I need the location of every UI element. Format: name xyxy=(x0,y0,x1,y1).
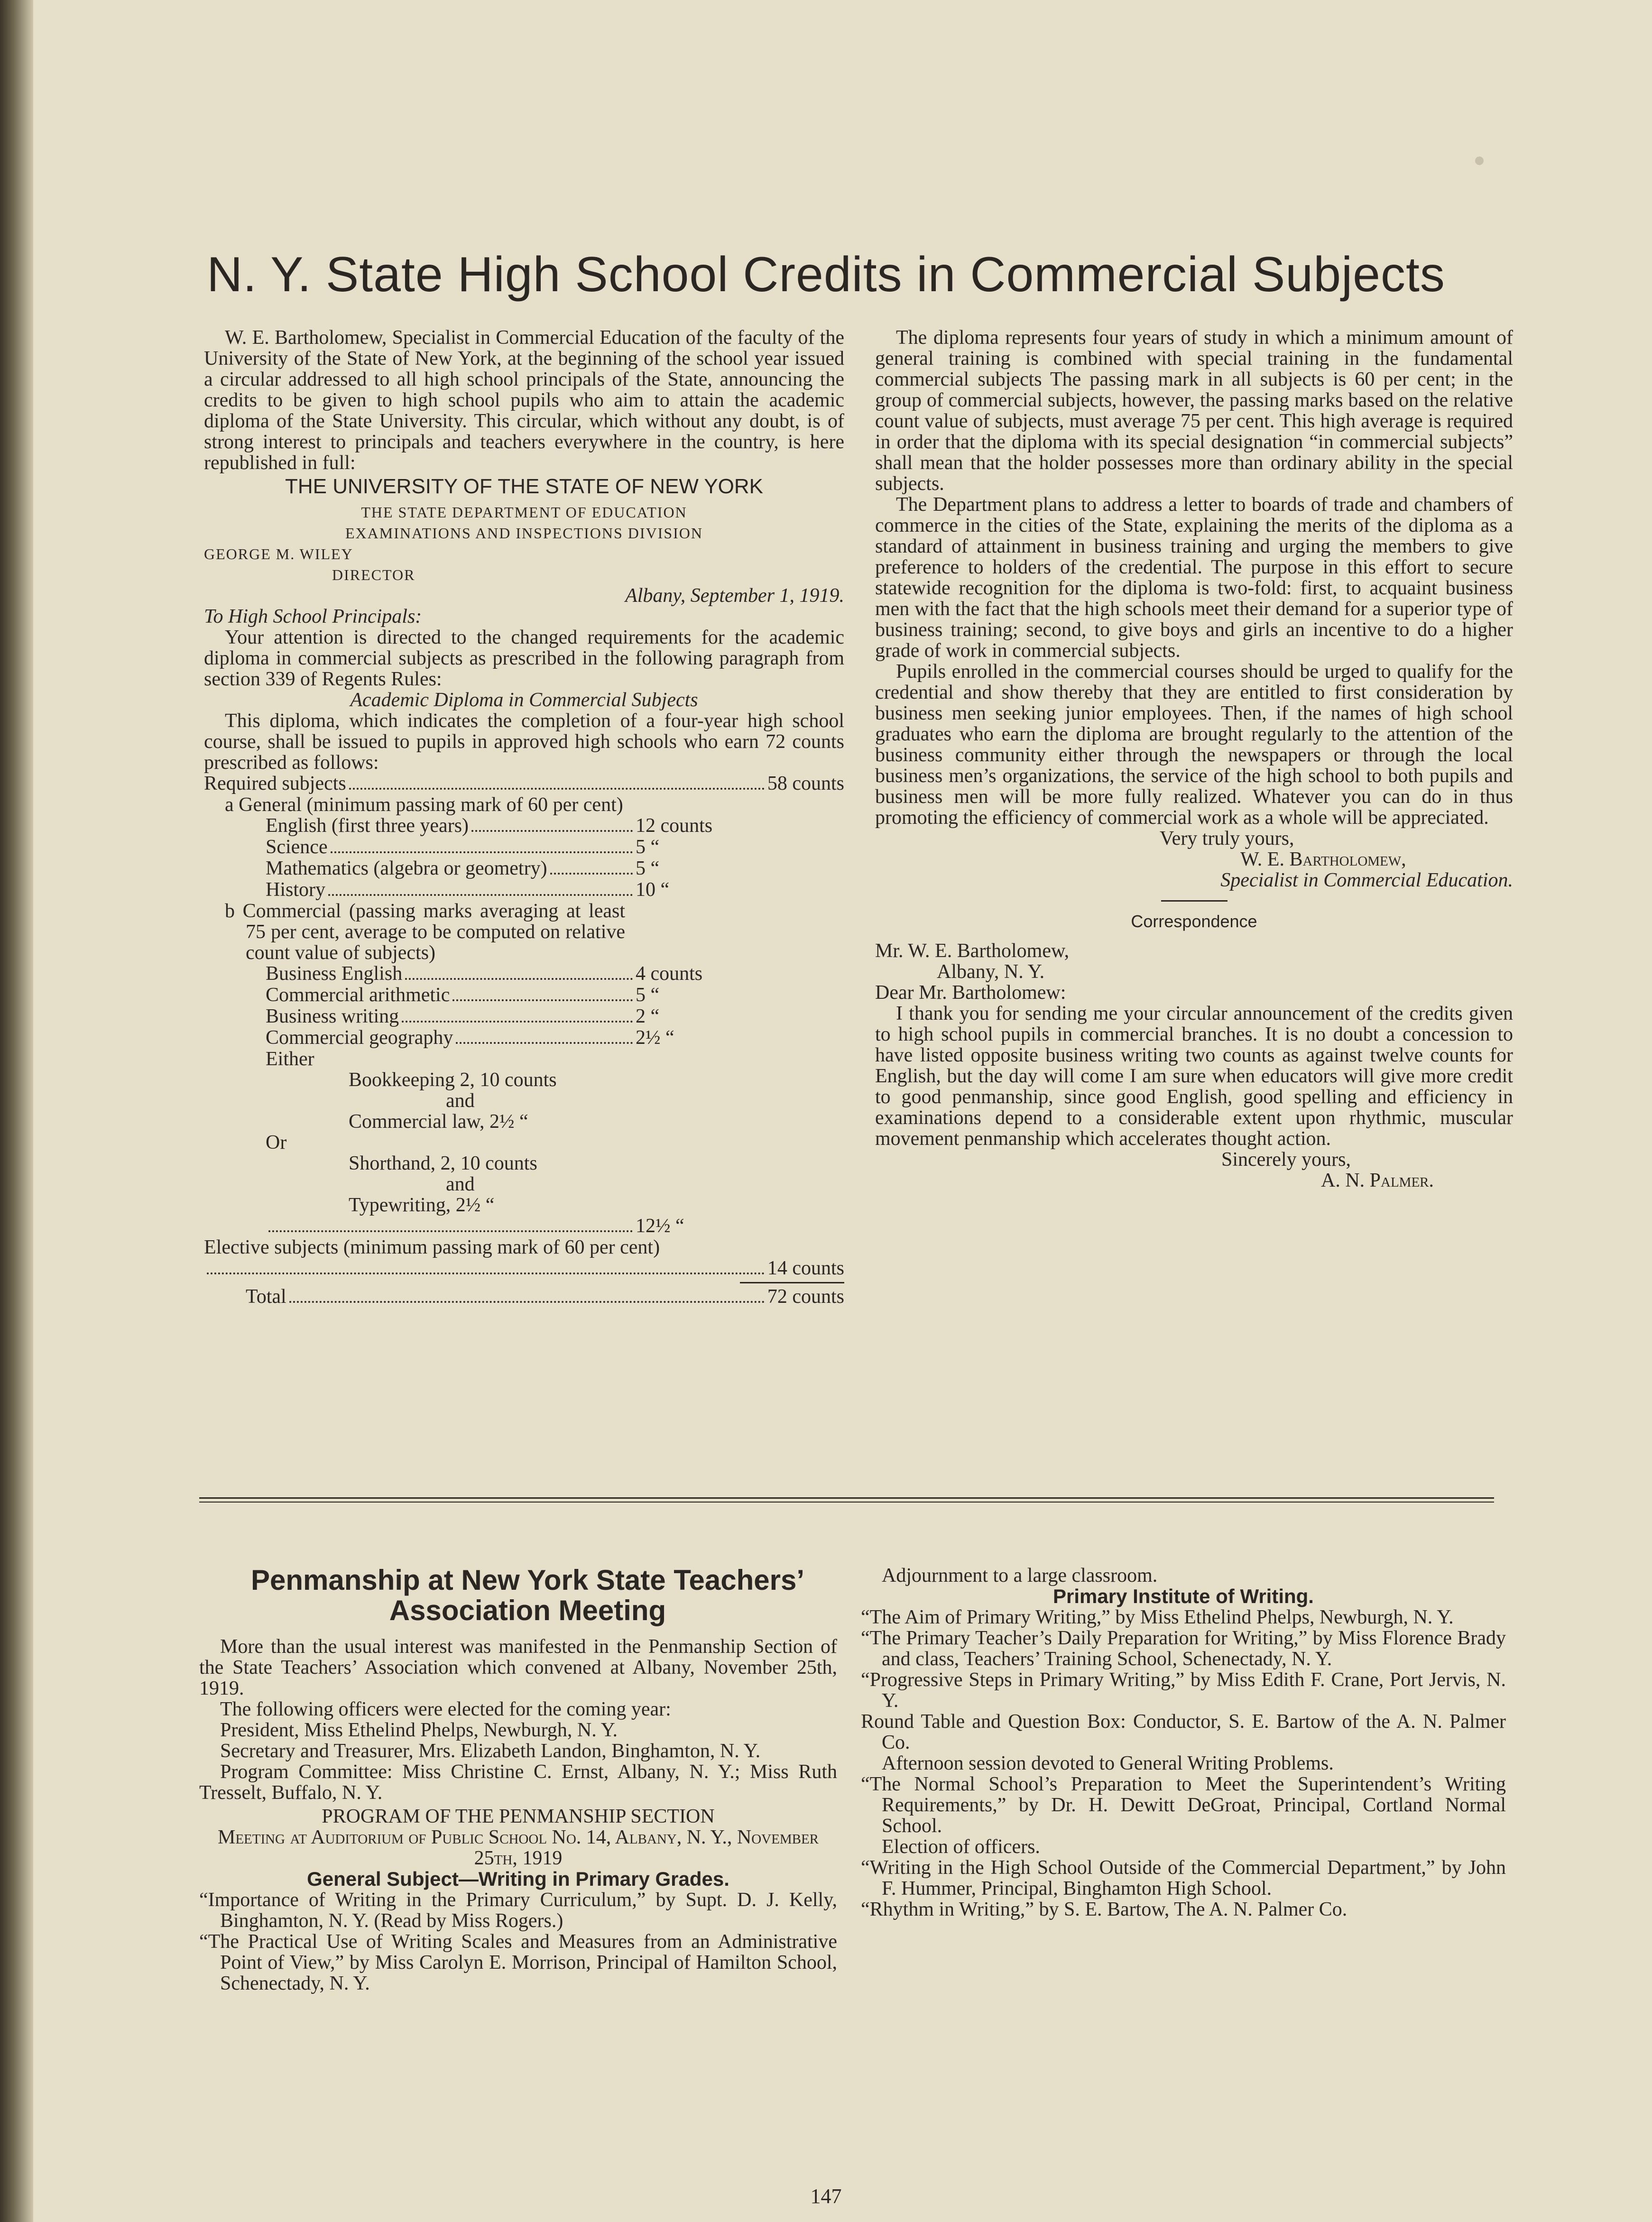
signer: W. E. Bartholomew, xyxy=(1240,848,1406,870)
program-item-4: “The Primary Teacher’s Daily Preparation for Writing,” by Miss Florence Brady and class, Teachers’ Training School, Schenectady, N. Y. xyxy=(861,1627,1506,1670)
section-rule xyxy=(1161,900,1227,902)
program-item-1: “Importance of Writing in the Primary Curriculum,” by Supt. D. J. Kelly, Binghamton, N. Y. (Read by Miss Rogers.) xyxy=(199,1889,837,1932)
row-value: 5 “ xyxy=(636,857,660,879)
row-value: 2 “ xyxy=(636,1005,660,1027)
salutation: To High School Principals: xyxy=(204,606,422,627)
row-name: History xyxy=(266,879,325,901)
article-left-column xyxy=(204,327,844,1308)
section-divider-inner xyxy=(199,1502,1494,1503)
paper-blemish xyxy=(1475,157,1484,165)
general-row-mathematics xyxy=(266,858,730,879)
general-row-english xyxy=(266,815,730,837)
shorthand-line: Shorthand, 2, 10 counts xyxy=(349,1152,537,1174)
required-label: Required subjects xyxy=(204,773,346,794)
article-title: N. Y. State High School Credits in Commercial Subjects xyxy=(207,247,1445,302)
program-item-2: “The Practical Use of Writing Scales and Measures from an Administrative Point of View,” by Miss Carolyn E. Morrison, Principal of Hamilton School, Schenectady, N. Y. xyxy=(199,1931,837,1994)
general-subject: General Subject—Writing in Primary Grades. xyxy=(307,1868,729,1890)
pupils-paragraph: Pupils enrolled in the commercial courses should be urged to qualify for the credential and show thereby that they are entitled to first consideration by business men seeking junior employees. Then, if the names of high school graduates who earn the diploma are brought regularly to the attention of the business community either through the newspapers or through the local business men’s organizations, the service of the high school to both pupils and business men will be more fully realized. Whatever you can do in thus promoting the efficiency of commercial work as a whole will be appreciated. xyxy=(875,661,1513,829)
elective-row xyxy=(204,1258,844,1279)
officers-intro: The following officers were elected for the coming year: xyxy=(220,1698,671,1720)
diploma-paragraph: The diploma represents four years of study in which a minimum amount of general training is combined with special training in the fundamental commercial subjects The passing mark in all subjects is 60 per cent; in the group of commercial subjects, however, the passing marks based on the relative count value of subjects, must average 75 per cent. This high average is required in order that the diploma with its special designation “in commercial subjects” shall mean that the holder possesses more than ordinary ability in the special subjects. xyxy=(875,327,1513,495)
either-label: Either xyxy=(266,1048,314,1070)
dot-leader xyxy=(328,894,633,896)
required-subjects-row xyxy=(204,773,844,794)
row-value: 5 “ xyxy=(636,984,660,1006)
primary-institute-heading: Primary Institute of Writing. xyxy=(1053,1585,1314,1607)
row-value: 4 counts xyxy=(636,963,703,985)
row-value: 10 “ xyxy=(636,879,670,901)
dot-leader xyxy=(456,1042,633,1044)
program-item-6: “The Normal School’s Preparation to Meet the Superintendent’s Writing Requirements,” by Dr. H. Dewitt DeGroat, Principal, Cortland Normal School. xyxy=(861,1773,1506,1837)
row-name: Business writing xyxy=(266,1005,399,1027)
row-value: 2½ “ xyxy=(636,1027,674,1049)
total-rule xyxy=(740,1282,844,1283)
page-number: 147 xyxy=(810,2185,842,2208)
penmanship-right-column xyxy=(861,1565,1506,1920)
penmanship-left-column xyxy=(199,1565,837,1994)
row-name: Commercial geography xyxy=(266,1027,453,1049)
dot-leader xyxy=(207,1272,765,1274)
dot-leader xyxy=(331,851,633,853)
department-plans-paragraph: The Department plans to address a letter to boards of trade and chambers of commerce in the cities of the State, explaining the merits of the diploma as a standard of attainment in business training and urging the members to give preference to holders of the credential. The purpose in this effort to secure statewide recognition for the diploma is two-fold: first, to acquaint business men with the fact that the high schools meet their demand for a superior type of business training; second, to give boys and girls an incentive to do a higher grade of work in commercial subjects. xyxy=(875,494,1513,662)
and-line-1: and xyxy=(446,1090,475,1112)
correspondence-salutation: Dear Mr. Bartholomew: xyxy=(875,982,1066,1004)
program-item-7: “Writing in the High School Outside of the Commercial Department,” by John F. Hummer, Principal, Binghamton High School. xyxy=(861,1857,1506,1899)
afternoon-line: Afternoon session devoted to General Writing Problems. xyxy=(882,1752,1334,1774)
dot-leader xyxy=(452,999,633,1001)
dot-leader xyxy=(402,1021,633,1023)
signer-title: Specialist in Commercial Education. xyxy=(1220,869,1513,891)
circular-body-1: Your attention is directed to the changed requirements for the academic diploma in commercial subjects as prescribed in the following paragraph from section 339 of Regents Rules: xyxy=(204,627,844,690)
commercial-law-line: Commercial law, 2½ “ xyxy=(349,1111,528,1133)
requirements-table xyxy=(204,794,730,1237)
correspondence-signer: A. N. Palmer. xyxy=(1321,1170,1434,1191)
total-row xyxy=(204,1286,844,1308)
meeting-line: Meeting at Auditorium of Public School No. 14, Albany, N. Y., November 25th, 1919 xyxy=(217,1826,819,1869)
university-heading: THE UNIVERSITY OF THE STATE OF NEW YORK xyxy=(285,475,764,498)
election-line: Election of officers. xyxy=(882,1836,1040,1858)
general-row-science xyxy=(266,837,730,858)
director-title: DIRECTOR xyxy=(332,566,415,583)
division-line: EXAMINATIONS AND INSPECTIONS DIVISION xyxy=(345,525,703,542)
row-value: 12½ “ xyxy=(636,1215,684,1237)
program-heading: PROGRAM OF THE PENMANSHIP SECTION xyxy=(322,1806,715,1827)
circular-body-2: This diploma, which indicates the completion of a four-year high school course, shall be issued to pupils in approved high schools who earn 72 counts prescribed as follows: xyxy=(204,710,844,774)
commercial-label: b Commercial (passing marks averaging at least 75 per cent, average to be computed on relative count value of subjects) xyxy=(225,900,625,964)
row-name: Mathematics (algebra or geometry) xyxy=(266,857,547,879)
total-label: Total xyxy=(246,1286,286,1308)
row-name: English (first three years) xyxy=(266,815,469,837)
dot-leader xyxy=(349,788,765,790)
penmanship-intro: More than the usual interest was manifested in the Penmanship Section of the State Teachers’ Association which convened at Albany, November 25th, 1919. xyxy=(199,1636,837,1699)
department-line: THE STATE DEPARTMENT OF EDUCATION xyxy=(361,504,687,521)
correspondence-closing: Sincerely yours, xyxy=(1221,1149,1351,1171)
section-divider xyxy=(199,1497,1494,1499)
required-value: 58 counts xyxy=(767,773,844,794)
dot-leader xyxy=(471,830,633,832)
total-value: 72 counts xyxy=(767,1286,844,1308)
diploma-subhead: Academic Diploma in Commercial Subjects xyxy=(350,689,698,711)
dot-leader xyxy=(405,978,633,980)
commercial-row-business-english xyxy=(266,963,730,985)
program-item-8: “Rhythm in Writing,” by S. E. Bartow, The A. N. Palmer Co. xyxy=(861,1899,1347,1920)
commercial-row-arithmetic xyxy=(266,985,730,1006)
row-name: Commercial arithmetic xyxy=(266,984,450,1006)
adjournment-line: Adjournment to a large classroom. xyxy=(882,1565,1158,1586)
closing: Very truly yours, xyxy=(1160,828,1294,849)
dot-leader xyxy=(550,873,633,875)
intro-paragraph: W. E. Bartholomew, Specialist in Commercial Education of the faculty of the University of the State of New York, at the beginning of the school year issued a circular addressed to all high school principals of the State, announcing the credits to be given to high school pupils who aim to attain the academic diploma of the State University. This circular, which without any doubt, is of strong interest to principals and teachers everywhere in the country, is here republished in full: xyxy=(204,327,844,474)
correspondence-heading: Correspondence xyxy=(1131,912,1257,931)
commercial-row-business-writing xyxy=(266,1006,730,1027)
elective-value: 14 counts xyxy=(767,1257,844,1279)
secretary-line: Secretary and Treasurer, Mrs. Elizabeth Landon, Binghamton, N. Y. xyxy=(220,1740,761,1762)
row-value: 5 “ xyxy=(636,836,660,858)
general-row-history xyxy=(266,879,730,901)
book-spine-shadow xyxy=(0,0,33,2222)
and-line-2: and xyxy=(446,1173,475,1195)
elective-label: Elective subjects (minimum passing mark of 60 per cent) xyxy=(204,1236,660,1258)
correspondence-addressee: Mr. W. E. Bartholomew, xyxy=(875,940,1070,962)
subtotal-row xyxy=(266,1216,730,1237)
president-line: President, Miss Ethelind Phelps, Newburgh, N. Y. xyxy=(220,1719,618,1741)
program-committee-line: Program Committee: Miss Christine C. Ernst, Albany, N. Y.; Miss Ruth Tresselt, Buffalo, N. Y. xyxy=(199,1761,837,1804)
correspondence-address: Albany, N. Y. xyxy=(937,961,1045,983)
typewriting-line: Typewriting, 2½ “ xyxy=(349,1194,495,1216)
or-label: Or xyxy=(266,1132,287,1153)
dateline: Albany, September 1, 1919. xyxy=(625,585,844,607)
row-name: Business English xyxy=(266,963,403,985)
penmanship-title: Penmanship at New York State Teachers’ Association Meeting xyxy=(250,1564,805,1626)
row-name: Science xyxy=(266,836,328,858)
correspondence-body: I thank you for sending me your circular announcement of the credits given to high school pupils in commercial branches. It is no doubt a concession to have listed opposite business writing two counts as against twelve counts for English, but the day will come I am sure when educators will give more credit to good penmanship, since good English, good spelling and efficiency in examinations depend to a considerable extent upon rhythmic, muscular movement penmanship which accelerates thought action. xyxy=(875,1003,1513,1150)
dot-leader xyxy=(268,1230,633,1232)
round-table-line: Round Table and Question Box: Conductor, S. E. Bartow of the A. N. Palmer Co. xyxy=(861,1711,1506,1753)
article-right-column xyxy=(875,327,1513,1191)
program-item-3: “The Aim of Primary Writing,” by Miss Ethelind Phelps, Newburgh, N. Y. xyxy=(861,1606,1454,1628)
bookkeeping-line: Bookkeeping 2, 10 counts xyxy=(349,1069,557,1091)
program-item-5: “Progressive Steps in Primary Writing,” by Miss Edith F. Crane, Port Jervis, N. Y. xyxy=(861,1669,1506,1712)
dot-leader xyxy=(289,1301,765,1303)
commercial-row-geography xyxy=(266,1027,730,1049)
general-label: a General (minimum passing mark of 60 per cent) xyxy=(225,794,623,816)
row-value: 12 counts xyxy=(636,815,713,837)
director-name: GEORGE M. WILEY xyxy=(204,545,353,562)
